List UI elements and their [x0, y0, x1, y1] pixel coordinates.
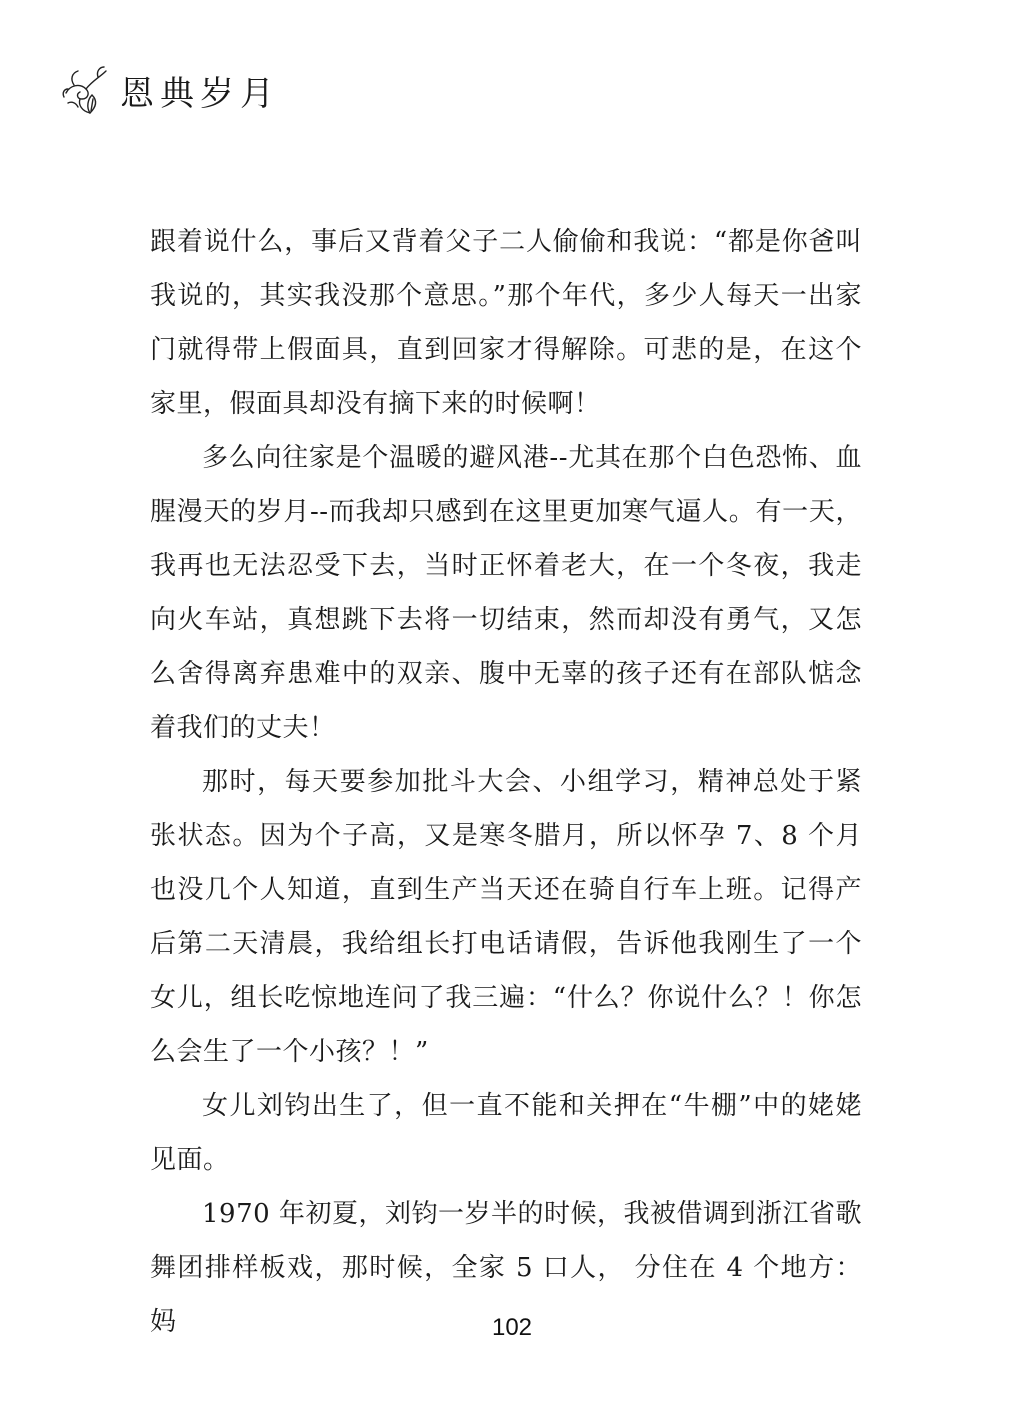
page-number: 102: [491, 1314, 533, 1341]
header-title: 恩典岁月: [120, 73, 280, 114]
flourish-leaf-icon: [60, 63, 110, 117]
paragraph: 1970 年初夏，刘钧一岁半的时候，我被借调到浙江省歌舞团排样板戏，那时候，全家 5 口人， 分住在 4 个地方：妈: [150, 1199, 862, 1337]
page-header: [60, 60, 280, 120]
body-text: [150, 215, 862, 1349]
paragraph: 那时，每天要参加批斗大会、小组学习，精神总处于紧张状态。因为个子高，又是寒冬腊月，所以怀孕 7、8 个月也没几个人知道，直到生产当天还在骑自行车上班。记得产后第二天清晨，我给组长打电话请假，告诉他我刚生了一个女儿，组长吃惊地连问了我三遍：“什么？你说什么？！你怎么会生了一个小孩？！”: [150, 767, 862, 1067]
paragraph: 多么向往家是个温暖的避风港--尤其在那个白色恐怖、血腥漫天的岁月--而我却只感到在这里更加寒气逼人。有一天，我再也无法忍受下去，当时正怀着老大，在一个冬夜，我走向火车站，真想跳下去将一切结束，然而却没有勇气，又怎么舍得离弃患难中的双亲、腹中无辜的孩子还有在部队惦念着我们的丈夫！: [150, 443, 862, 743]
paragraph: 女儿刘钧出生了，但一直不能和关押在“牛棚”中的姥姥见面。: [150, 1091, 862, 1175]
paragraph: 跟着说什么，事后又背着父子二人偷偷和我说：“都是你爸叫我说的，其实我没那个意思。”那个年代，多少人每天一出家门就得带上假面具，直到回家才得解除。可悲的是，在这个家里，假面具却没有摘下来的时候啊！: [150, 227, 862, 419]
